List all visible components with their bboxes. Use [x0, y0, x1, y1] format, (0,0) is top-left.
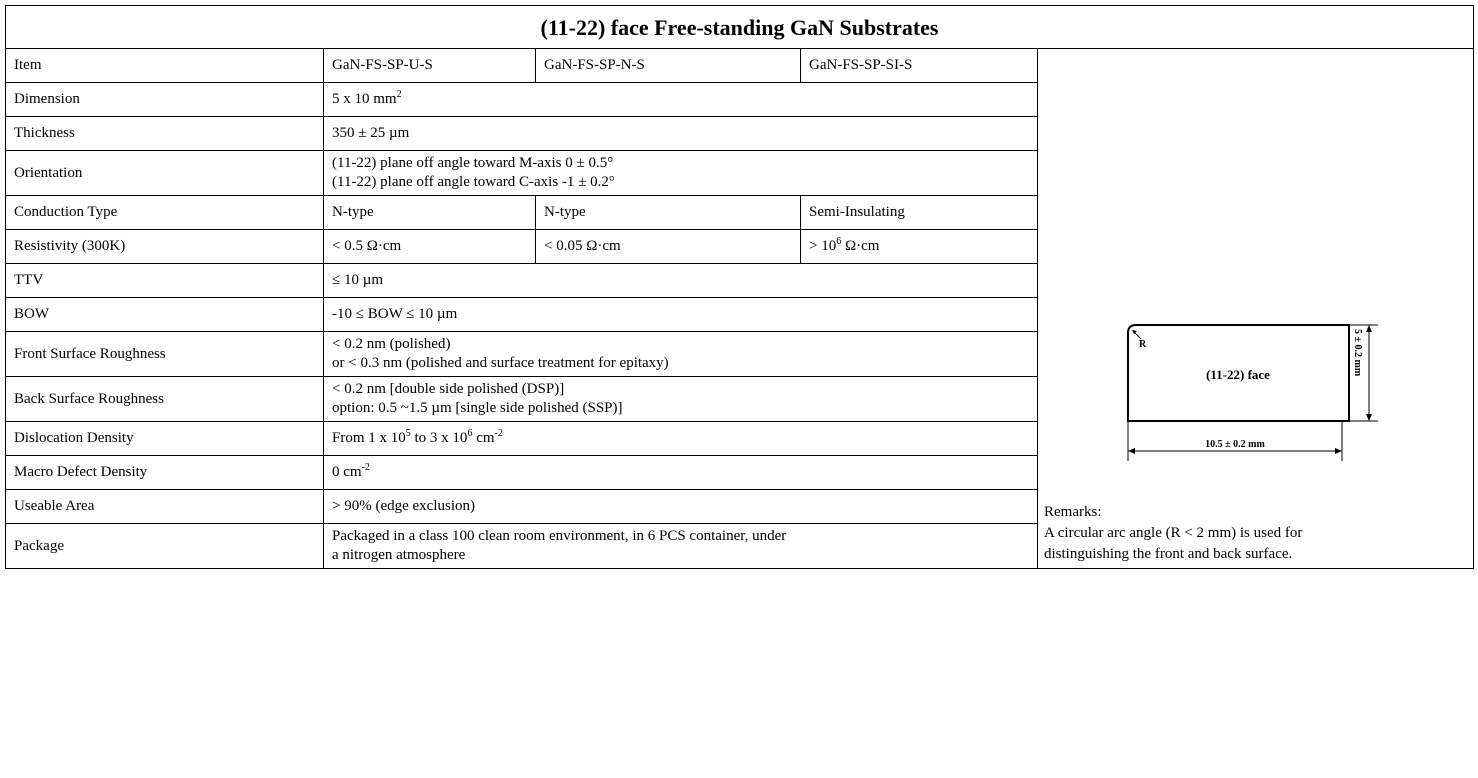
resistivity-u: < 0.5 Ω·cm	[324, 230, 536, 264]
row-label-dislocation: Dislocation Density	[6, 422, 324, 456]
ttv-value: ≤ 10 µm	[324, 264, 1038, 298]
front-roughness-value: < 0.2 nm (polished) or < 0.3 nm (polished and surface treatment for epitaxy)	[324, 332, 1038, 377]
bow-value: -10 ≤ BOW ≤ 10 µm	[324, 298, 1038, 332]
row-label-front-roughness: Front Surface Roughness	[6, 332, 324, 377]
row-label-package: Package	[6, 524, 324, 569]
resistivity-n: < 0.05 Ω·cm	[536, 230, 801, 264]
height-dimension-arrow-icon	[1366, 325, 1372, 421]
useable-area-value: > 90% (edge exclusion)	[324, 490, 1038, 524]
remarks	[1044, 502, 1464, 565]
package-value: Packaged in a class 100 clean room environment, in 6 PCS container, under a nitrogen atmosphere	[324, 524, 1038, 569]
spec-sheet	[5, 5, 1473, 569]
spec-table	[5, 5, 1474, 569]
dislocation-value: From 1 x $10^5$ to 3 x $10^6$ $cm^{-2}$	[324, 422, 1038, 456]
macro-defect-value: 0 $cm^{-2}$	[324, 456, 1038, 490]
model-u: GaN-FS-SP-U-S	[324, 49, 536, 83]
table-title: (11-22) face Free-standing GaN Substrates	[6, 6, 1474, 49]
radius-arrow-icon	[1132, 330, 1141, 339]
thickness-value: 350 ± 25 µm	[324, 117, 1038, 151]
remarks-line: distinguishing the front and back surface.	[1044, 546, 1293, 562]
row-label-back-roughness: Back Surface Roughness	[6, 377, 324, 422]
conduction-n: N-type	[536, 196, 801, 230]
row-label-useable-area: Useable Area	[6, 490, 324, 524]
remarks-heading: Remarks:	[1044, 504, 1102, 520]
height-label: 5 ± 0.2 mm	[1352, 329, 1363, 377]
side-panel	[1038, 49, 1474, 569]
row-label-thickness: Thickness	[6, 117, 324, 151]
resistivity-si: > $10^6$ Ω·cm	[801, 230, 1038, 264]
width-label: 10.5 ± 0.2 mm	[1205, 439, 1265, 450]
model-si: GaN-FS-SP-SI-S	[801, 49, 1038, 83]
substrate-diagram	[1038, 49, 1474, 719]
face-label: (11-22) face	[1206, 367, 1270, 382]
row-label-resistivity: Resistivity (300K)	[6, 230, 324, 264]
row-label-orientation: Orientation	[6, 151, 324, 196]
dimension-value: 5 x 10 $mm^2$	[324, 83, 1038, 117]
row-label-dimension: Dimension	[6, 83, 324, 117]
table-row	[6, 49, 1474, 83]
orientation-value: (11-22) plane off angle toward M-axis 0 ± 0.5° (11-22) plane off angle toward C-axis -1 ± 0.2°	[324, 151, 1038, 196]
row-label-conduction: Conduction Type	[6, 196, 324, 230]
row-label-ttv: TTV	[6, 264, 324, 298]
row-label-macro-defect: Macro Defect Density	[6, 456, 324, 490]
conduction-u: N-type	[324, 196, 536, 230]
conduction-si: Semi-Insulating	[801, 196, 1038, 230]
row-label-item: Item	[6, 49, 324, 83]
corner-label: R	[1139, 339, 1147, 350]
row-label-bow: BOW	[6, 298, 324, 332]
back-roughness-value: < 0.2 nm [double side polished (DSP)] option: 0.5 ~1.5 µm [single side polished (SSP)]	[324, 377, 1038, 422]
model-n: GaN-FS-SP-N-S	[536, 49, 801, 83]
remarks-line: A circular arc angle (R < 2 mm) is used for	[1044, 525, 1303, 541]
